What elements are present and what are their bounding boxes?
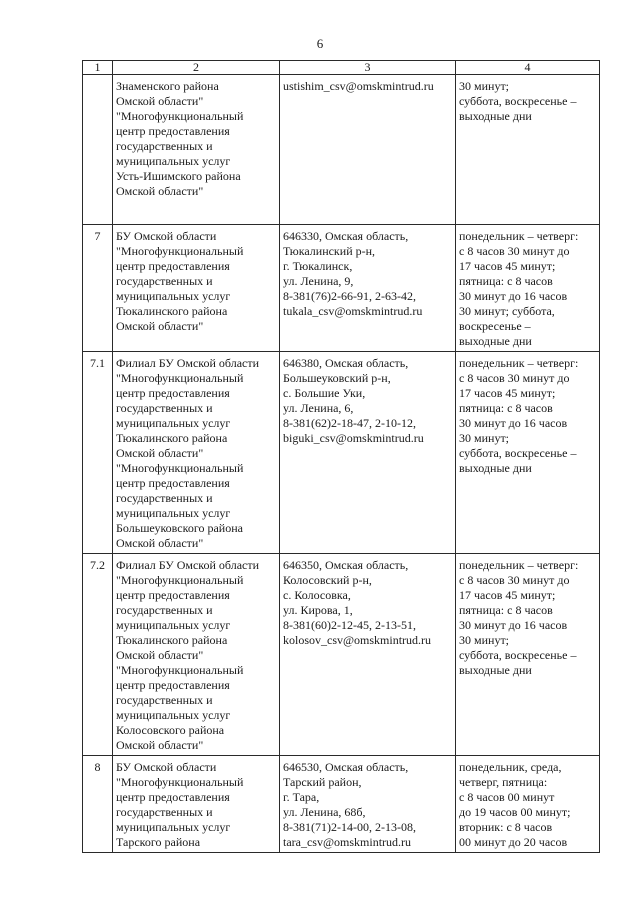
cell-text-line: 646530, Омская область, — [283, 760, 409, 774]
row-number-cell: 7 — [83, 225, 113, 352]
cell-text-line: государственных и — [116, 401, 213, 415]
cell-text-line: Тюкалинского района — [116, 431, 228, 445]
cell-text-line: "Многофункциональный — [116, 461, 244, 475]
organization-name-cell — [113, 75, 280, 225]
cell-text-line: 17 часов 45 минут; — [459, 386, 556, 400]
cell-text-line: с 8 часов 30 минут до — [459, 573, 570, 587]
cell-text-line: "Многофункциональный — [116, 663, 244, 677]
organization-name-cell — [113, 756, 280, 853]
cell-text-line: biguki_csv@omskmintrud.ru — [283, 431, 424, 445]
working-hours-cell — [456, 756, 600, 853]
cell-text-line: 17 часов 45 минут; — [459, 259, 556, 273]
cell-text-line: Тарского района — [116, 835, 201, 849]
cell-text-line: Омской области" — [116, 536, 204, 550]
cell-text-line: 30 минут до 16 часов — [459, 416, 568, 430]
cell-text-line: понедельник – четверг: — [459, 558, 579, 572]
cell-text-line: БУ Омской области — [116, 760, 217, 774]
cell-text-line: Тарский район, — [283, 775, 362, 789]
cell-text-line: "Многофункциональный — [116, 109, 244, 123]
cell-text-line: с. Колосовка, — [283, 588, 351, 602]
cell-text-line: kolosov_csv@omskmintrud.ru — [283, 633, 432, 647]
cell-text-line: 30 минут до 16 часов — [459, 618, 568, 632]
cell-text-line: 8-381(62)2-18-47, 2-10-12, — [283, 416, 416, 430]
cell-text-line: суббота, воскресенье – — [459, 648, 577, 662]
cell-text-line: Омской области" — [116, 319, 204, 333]
cell-text-line: 30 минут; — [459, 633, 510, 647]
cell-text-line: Омской области" — [116, 184, 204, 198]
cell-text-line: государственных и — [116, 693, 213, 707]
cell-text-line: ул. Кирова, 1, — [283, 603, 353, 617]
cell-text-line: до 19 часов 00 минут; — [459, 805, 571, 819]
cell-text-line: г. Тюкалинск, — [283, 259, 353, 273]
table-row — [83, 554, 600, 756]
cell-text-line: государственных и — [116, 139, 213, 153]
address-contact-cell — [280, 756, 456, 853]
working-hours-cell — [456, 75, 600, 225]
column-number: 4 — [456, 61, 600, 75]
column-number: 1 — [83, 61, 113, 75]
cell-text-line: с 8 часов 30 минут до — [459, 244, 570, 258]
cell-text-line: муниципальных услуг — [116, 154, 231, 168]
cell-text-line: 646350, Омская область, — [283, 558, 409, 572]
cell-text-line: tara_csv@omskmintrud.ru — [283, 835, 412, 849]
cell-text-line: ул. Ленина, 9, — [283, 274, 354, 288]
cell-text-line: центр предоставления — [116, 588, 230, 602]
cell-text-line: государственных и — [116, 274, 213, 288]
working-hours-cell — [456, 225, 600, 352]
cell-text-line: четверг, пятница: — [459, 775, 548, 789]
cell-text-line: пятница: с 8 часов — [459, 401, 553, 415]
cell-text-line: муниципальных услуг — [116, 416, 231, 430]
cell-text-line: 00 минут до 20 часов — [459, 835, 568, 849]
cell-text-line: Тюкалинского района — [116, 633, 228, 647]
cell-text-line: Знаменского района — [116, 79, 219, 93]
cell-text-line: понедельник, среда, — [459, 760, 562, 774]
cell-text-line: 30 минут до 16 часов — [459, 289, 568, 303]
column-number: 3 — [280, 61, 456, 75]
cell-text-line: выходные дни — [459, 334, 532, 348]
cell-text-line: муниципальных услуг — [116, 708, 231, 722]
cell-text-line: с 8 часов 30 минут до — [459, 371, 570, 385]
cell-text-line: пятница: с 8 часов — [459, 603, 553, 617]
address-contact-cell — [280, 554, 456, 756]
cell-text-line: муниципальных услуг — [116, 289, 231, 303]
cell-text-line: центр предоставления — [116, 678, 230, 692]
cell-text-line: государственных и — [116, 805, 213, 819]
cell-text-line: понедельник – четверг: — [459, 356, 579, 370]
cell-text-line: 8-381(71)2-14-00, 2-13-08, — [283, 820, 416, 834]
table-row — [83, 75, 600, 225]
organization-name-cell — [113, 352, 280, 554]
cell-text-line: Омской области" — [116, 94, 204, 108]
page-number: 6 — [316, 36, 324, 51]
cell-text-line: tukala_csv@omskmintrud.ru — [283, 304, 423, 318]
cell-text-line: с. Большие Уки, — [283, 386, 366, 400]
cell-text-line: "Многофункциональный — [116, 244, 244, 258]
organization-name-cell — [113, 225, 280, 352]
cell-text-line: государственных и — [116, 603, 213, 617]
cell-text-line: понедельник – четверг: — [459, 229, 579, 243]
cell-text-line: Колосовского района — [116, 723, 225, 737]
cell-text-line: воскресенье – — [459, 319, 531, 333]
cell-text-line: г. Тара, — [283, 790, 320, 804]
cell-text-line: 646380, Омская область, — [283, 356, 409, 370]
cell-text-line: Филиал БУ Омской области — [116, 356, 260, 370]
working-hours-cell — [456, 554, 600, 756]
row-number-cell: 7.2 — [83, 554, 113, 756]
cell-text-line: суббота, воскресенье – — [459, 446, 577, 460]
cell-text-line: 30 минут; суббота, — [459, 304, 555, 318]
cell-text-line: Омской области" — [116, 738, 204, 752]
cell-text-line: Большеуковского района — [116, 521, 243, 535]
cell-text-line: вторник: с 8 часов — [459, 820, 553, 834]
cell-text-line: 646330, Омская область, — [283, 229, 409, 243]
row-number-cell — [83, 75, 113, 225]
cell-text-line: Тюкалинский р-н, — [283, 244, 376, 258]
cell-text-line: "Многофункциональный — [116, 371, 244, 385]
cell-text-line: муниципальных услуг — [116, 820, 231, 834]
mfc-offices-table — [82, 60, 600, 853]
table-row — [83, 225, 600, 352]
cell-text-line: 17 часов 45 минут; — [459, 588, 556, 602]
working-hours-cell — [456, 352, 600, 554]
cell-text-line: "Многофункциональный — [116, 573, 244, 587]
cell-text-line: "Многофункциональный — [116, 775, 244, 789]
cell-text-line: Усть-Ишимского района — [116, 169, 241, 183]
cell-text-line: центр предоставления — [116, 386, 230, 400]
cell-text-line: пятница: с 8 часов — [459, 274, 553, 288]
cell-text-line: выходные дни — [459, 663, 532, 677]
row-number-cell: 8 — [83, 756, 113, 853]
column-number-row — [83, 61, 600, 75]
cell-text-line: 30 минут; — [459, 431, 510, 445]
address-contact-cell — [280, 225, 456, 352]
cell-text-line: государственных и — [116, 491, 213, 505]
cell-text-line: Филиал БУ Омской области — [116, 558, 260, 572]
cell-text-line: центр предоставления — [116, 124, 230, 138]
cell-text-line: 8-381(76)2-66-91, 2-63-42, — [283, 289, 416, 303]
cell-text-line: ул. Ленина, 68б, — [283, 805, 366, 819]
address-contact-cell — [280, 75, 456, 225]
cell-text-line: Омской области" — [116, 648, 204, 662]
cell-text-line: Тюкалинского района — [116, 304, 228, 318]
cell-text-line: ул. Ленина, 6, — [283, 401, 354, 415]
address-contact-cell — [280, 352, 456, 554]
column-number: 2 — [113, 61, 280, 75]
cell-text-line: центр предоставления — [116, 259, 230, 273]
table-row — [83, 352, 600, 554]
cell-text-line: Колосовский р-н, — [283, 573, 372, 587]
cell-text-line: центр предоставления — [116, 790, 230, 804]
cell-text-line: муниципальных услуг — [116, 506, 231, 520]
row-number-cell: 7.1 — [83, 352, 113, 554]
cell-text-line: 30 минут; — [459, 79, 510, 93]
cell-text-line: 8-381(60)2-12-45, 2-13-51, — [283, 618, 416, 632]
cell-text-line: БУ Омской области — [116, 229, 217, 243]
organization-name-cell — [113, 554, 280, 756]
table-row — [83, 756, 600, 853]
cell-text-line: с 8 часов 00 минут — [459, 790, 555, 804]
cell-text-line: выходные дни — [459, 461, 532, 475]
cell-text-line: центр предоставления — [116, 476, 230, 490]
cell-text-line: Большеуковский р-н, — [283, 371, 391, 385]
cell-text-line: выходные дни — [459, 109, 532, 123]
cell-text-line: суббота, воскресенье – — [459, 94, 577, 108]
cell-text-line: муниципальных услуг — [116, 618, 231, 632]
cell-text-line: Омской области" — [116, 446, 204, 460]
cell-text-line: ustishim_csv@omskmintrud.ru — [283, 79, 434, 93]
